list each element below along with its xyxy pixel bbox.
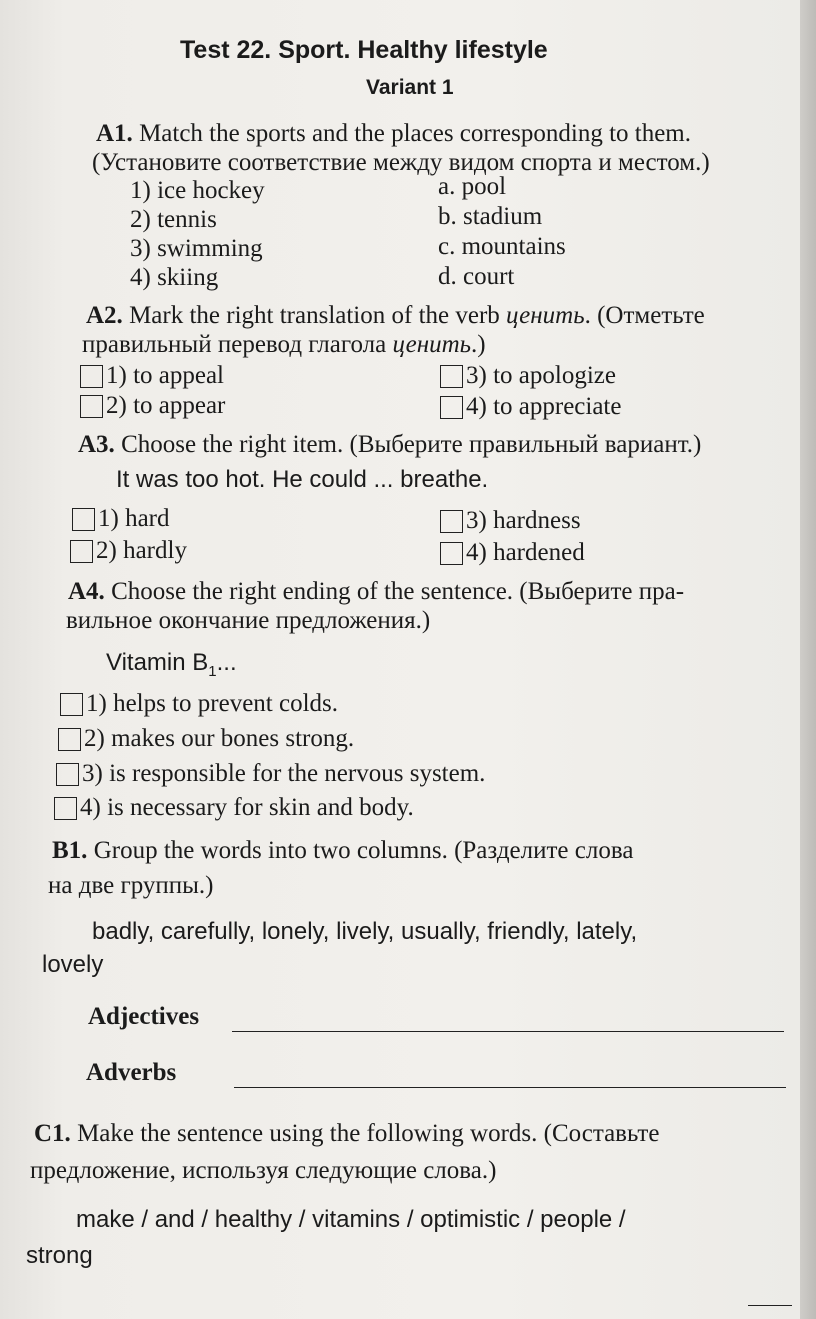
a2-option-1-label: 1) to appeal <box>106 362 225 389</box>
checkbox[interactable] <box>56 763 79 786</box>
a3-instruction-text: Choose the right item. (Выберите правильный вариант.) <box>121 431 702 458</box>
checkbox[interactable] <box>60 693 83 716</box>
a2-option-2-label: 2) to appear <box>106 392 226 419</box>
a4-number: A4. <box>68 578 105 605</box>
c1-instruction <box>34 1120 659 1148</box>
a2-instruction-cont <box>82 331 486 359</box>
a3-sentence: It was too hot. He could ... breathe. <box>116 466 489 493</box>
a1-place-a: a. pool <box>438 173 507 200</box>
b1-word-list: badly, carefully, lonely, lively, usually, friendly, lately, <box>92 918 638 945</box>
c1-answer-line[interactable] <box>748 1305 792 1306</box>
a4-stem-subscript: 1 <box>208 662 217 680</box>
c1-instruction-cont: предложение, используя следующие слова.) <box>30 1157 497 1184</box>
checkbox[interactable] <box>58 728 81 751</box>
a1-instruction-ru: (Установите соответствие между видом спорта и местом.) <box>92 149 710 176</box>
c1-instruction-text: Make the sentence using the following words. (Составьте <box>77 1120 660 1147</box>
a2-text-2: . (Отметьте <box>584 302 705 329</box>
a4-option-2-label: 2) makes our bones strong. <box>84 725 355 752</box>
a2-option-3-label: 3) to apologize <box>466 362 616 389</box>
a4-instruction-text: Choose the right ending of the sentence. (Выберите пра- <box>111 578 685 605</box>
adverbs-label: Adverbs <box>86 1059 177 1086</box>
a1-place-c: c. mountains <box>438 233 566 260</box>
checkbox[interactable] <box>440 510 463 533</box>
adverbs-answer-line[interactable] <box>234 1087 786 1088</box>
a2-option-3[interactable] <box>440 362 616 390</box>
checkbox[interactable] <box>440 396 463 419</box>
c1-word-list: make / and / healthy / vitamins / optimistic / people / <box>76 1206 626 1233</box>
a1-sport-3: 3) swimming <box>130 235 263 262</box>
a3-number: A3. <box>78 431 115 458</box>
test-title: Test 22. Sport. Healthy lifestyle <box>180 36 548 64</box>
a4-instruction-cont: вильное окончание предложения.) <box>66 607 431 634</box>
checkbox[interactable] <box>80 395 103 418</box>
a3-instruction <box>78 431 701 459</box>
c1-number: C1. <box>34 1120 71 1147</box>
a1-number: A1. <box>96 120 133 147</box>
adjectives-answer-line[interactable] <box>232 1031 784 1032</box>
a2-verb-repeat: ценить <box>392 331 472 358</box>
b1-instruction-text: Group the words into two columns. (Разделите слова <box>93 837 634 864</box>
a1-sport-2: 2) tennis <box>130 206 217 233</box>
b1-word-list-cont: lovely <box>42 951 104 978</box>
a4-option-3-label: 3) is responsible for the nervous system. <box>82 760 486 787</box>
checkbox[interactable] <box>80 365 103 388</box>
a1-place-d: d. court <box>438 263 515 290</box>
a2-option-4-label: 4) to appreciate <box>466 393 622 420</box>
a1-place-b: b. stadium <box>438 203 543 230</box>
a2-number: A2. <box>86 302 123 329</box>
a1-instruction-text: Match the sports and the places corresponding to them. <box>139 120 692 147</box>
checkbox[interactable] <box>440 542 463 565</box>
a4-option-1-label: 1) helps to prevent colds. <box>86 690 339 717</box>
a1-sport-4: 4) skiing <box>130 264 219 291</box>
a4-stem-ellipsis: ... <box>216 649 237 676</box>
a1-sport-1: 1) ice hockey <box>130 177 265 204</box>
b1-instruction <box>52 837 633 865</box>
b1-number: B1. <box>52 837 88 864</box>
a3-option-2[interactable] <box>70 537 187 565</box>
a2-text-3: правильный перевод глагола <box>82 331 387 358</box>
b1-instruction-cont: на две группы.) <box>48 872 214 899</box>
variant-label: Variant 1 <box>366 76 454 99</box>
a2-option-1[interactable] <box>80 362 224 390</box>
a3-option-4[interactable] <box>440 539 585 567</box>
a3-option-2-label: 2) hardly <box>96 537 187 564</box>
checkbox[interactable] <box>440 365 463 388</box>
a3-option-3[interactable] <box>440 507 581 535</box>
a4-option-2[interactable] <box>58 725 354 753</box>
a2-text-1: Mark the right translation of the verb <box>129 302 500 329</box>
checkbox[interactable] <box>54 797 77 820</box>
adjectives-label: Adjectives <box>88 1003 200 1030</box>
c1-word-list-cont: strong <box>26 1242 93 1269</box>
a4-stem-text: Vitamin B <box>106 649 209 676</box>
a1-instruction <box>96 120 691 148</box>
a3-option-1[interactable] <box>72 505 170 533</box>
a2-verb: ценить <box>506 302 585 329</box>
a3-option-3-label: 3) hardness <box>466 507 581 534</box>
checkbox[interactable] <box>72 508 95 531</box>
a4-option-4[interactable] <box>54 794 414 822</box>
a4-option-1[interactable] <box>60 690 338 718</box>
a2-option-4[interactable] <box>440 393 621 421</box>
checkbox[interactable] <box>70 540 93 563</box>
a2-instruction <box>86 302 705 330</box>
a4-stem <box>106 649 237 680</box>
a3-option-1-label: 1) hard <box>98 505 170 532</box>
a2-text-4: .) <box>471 331 486 358</box>
book-edge <box>800 0 816 1319</box>
a2-option-2[interactable] <box>80 392 225 420</box>
a4-instruction <box>68 578 684 606</box>
a4-option-3[interactable] <box>56 760 485 788</box>
a3-option-4-label: 4) hardened <box>466 539 585 566</box>
a4-option-4-label: 4) is necessary for skin and body. <box>80 794 414 821</box>
